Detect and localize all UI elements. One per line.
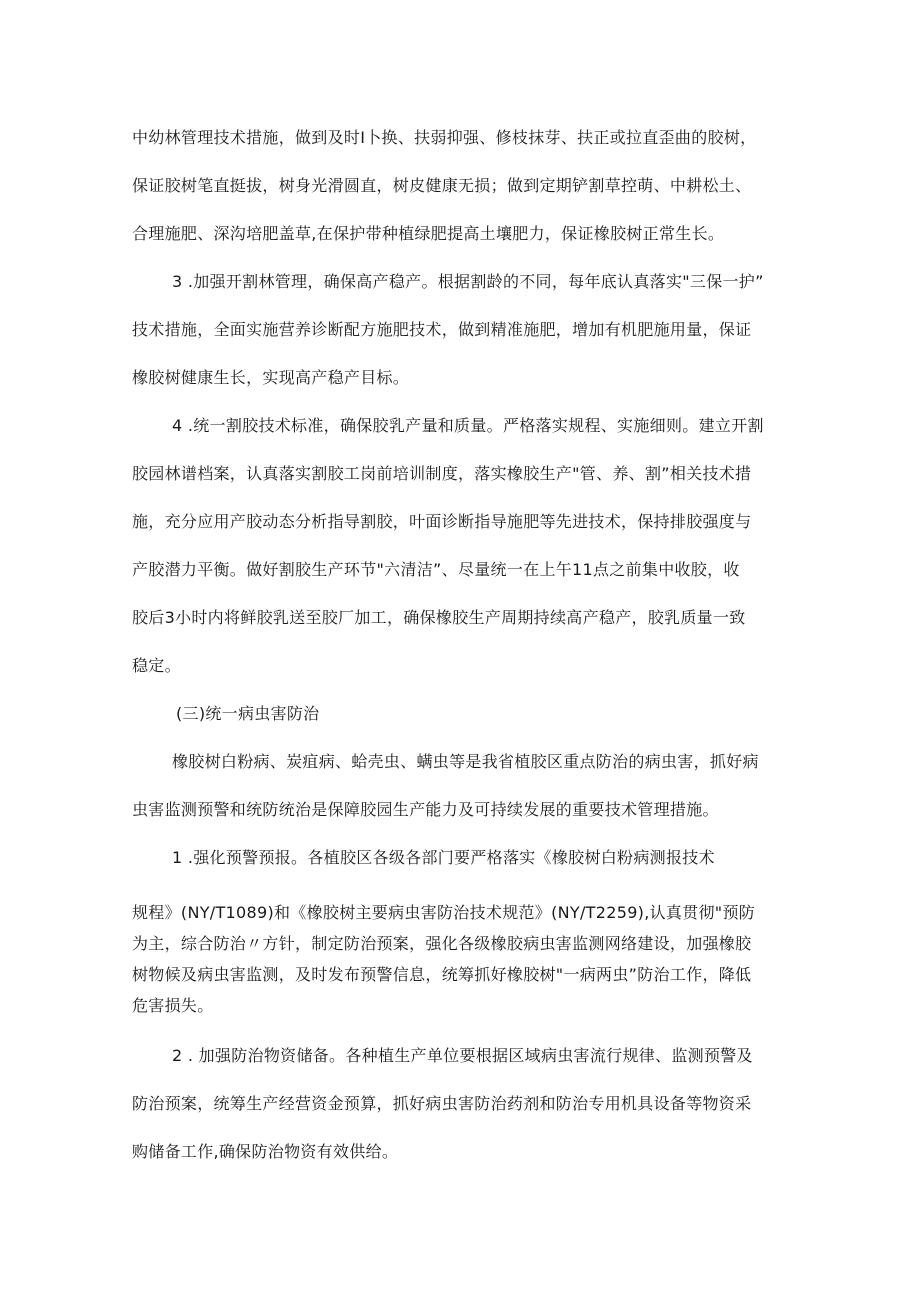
paragraph-line: 合理施肥、深沟培肥盖草,在保护带种植绿肥提高土壤肥力，保证橡胶树正常生长。 bbox=[132, 224, 725, 243]
paragraph-line: 中幼林管理技术措施，做到及时Ⅰ卜换、扶弱抑强、修枝抹芽、扶正或拉直歪曲的胶树， bbox=[132, 128, 757, 147]
paragraph-line: 稳定。 bbox=[132, 656, 181, 675]
paragraph-line: 技术措施，全面实施营养诊断配方施肥技术，做到精准施肥，增加有机肥施用量，保证 bbox=[132, 320, 752, 339]
paragraph-line: 橡胶树健康生长，实现高产稳产目标。 bbox=[132, 368, 410, 387]
paragraph-line: 保证胶树笔直挺拔，树身光滑圆直，树皮健康无损；做到定期铲割草控萌、中耕松土、 bbox=[132, 176, 752, 195]
paragraph-line: 1 .强化预警预报。各植胶区各级各部门要严格落实《橡胶树白粉病测报技术 bbox=[172, 848, 715, 867]
paragraph-line: 危害损失。 bbox=[132, 996, 214, 1015]
paragraph-line: 4 .统一割胶技术标准，确保胶乳产量和质量。严格落实规程、实施细则。建立开割 bbox=[172, 416, 764, 435]
paragraph-line: 虫害监测预警和统防统治是保障胶园生产能力及可持续发展的重要技术管理措施。 bbox=[132, 800, 719, 819]
paragraph-line: 3 .加强开割林管理，确保高产稳产。根据割龄的不同，每年底认真落实"三保一护” bbox=[172, 272, 764, 291]
paragraph-line: 胶园林谱档案，认真落实割胶工岗前培训制度，落实橡胶生产"管、养、割”相关技术措 bbox=[132, 464, 752, 483]
paragraph-line: 购储备工作,确保防治物资有效供给。 bbox=[132, 1142, 399, 1161]
paragraph-line: 施，充分应用产胶动态分析指导割胶，叶面诊断指导施肥等先进技术，保持排胶强度与 bbox=[132, 512, 752, 531]
section-heading: (三)统一病虫害防治 bbox=[176, 704, 320, 723]
paragraph-line: 胶后3小时内将鲜胶乳送至胶厂加工，确保橡胶生产周期持续高产稳产，胶乳质量一致 bbox=[132, 608, 746, 627]
paragraph-line: 规程》(NY/T1089)和《橡胶树主要病虫害防治技术规范》(NY/T2259),认真贯彻"预防 bbox=[132, 903, 756, 922]
paragraph-line: 防治预案，统筹生产经营资金预算，抓好病虫害防治药剂和防治专用机具设备等物资采 bbox=[132, 1094, 752, 1113]
paragraph-line: 橡胶树白粉病、炭疽病、蛤壳虫、螨虫等是我省植胶区重点防治的病虫害，抓好病 bbox=[172, 752, 759, 771]
paragraph-line: 2 . 加强防治物资储备。各种植生产单位要根据区域病虫害流行规律、监测预警及 bbox=[172, 1046, 753, 1065]
paragraph-line: 产胶潜力平衡。做好割胶生产环节"六清洁”、尽量统一在上午11点之前集中收胶，收 bbox=[132, 560, 740, 579]
paragraph-line: 为主，综合防治〃方针，制定防治预案，强化各级橡胶病虫害监测网络建设，加强橡胶 bbox=[132, 934, 752, 953]
paragraph-line: 树物候及病虫害监测，及时发布预警信息，统筹抓好橡胶树"一病两虫”防治工作，降低 bbox=[132, 965, 752, 984]
